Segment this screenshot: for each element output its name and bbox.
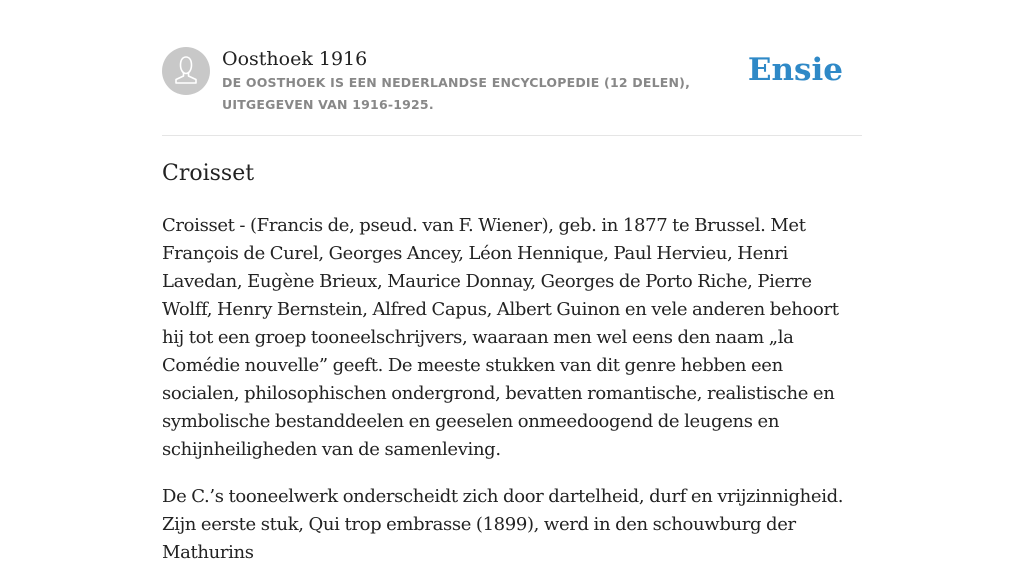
user-silhouette-icon xyxy=(162,47,210,95)
header-divider xyxy=(162,135,862,136)
source-header xyxy=(162,47,862,117)
article-title: Croisset xyxy=(162,161,255,186)
article-paragraph: De C.’s tooneelwerk onderscheidt zich door dartelheid, durf en vrijzinnigheid. Zijn eerste stuk, Qui trop embrasse (1899), werd in den schouwburg der Mathurins xyxy=(162,486,844,563)
article-body xyxy=(162,212,864,586)
source-description: DE OOSTHOEK IS EEN NEDERLANDSE ENCYCLOPEDIE (12 DELEN), UITGEGEVEN VAN 1916-1925. xyxy=(222,75,691,112)
avatar[interactable] xyxy=(162,47,210,95)
article-paragraph: Croisset - (Francis de, pseud. van F. Wiener), geb. in 1877 te Brussel. Met François de Curel, Georges Ancey, Léon Hennique, Paul Hervieu, Henri Lavedan, Eugène Brieux, Maurice Donnay, Georges de Porto Riche, Pierre Wolff, Henry Bernstein, Alfred Capus, Albert Guinon en vele anderen behoort hij tot een groep tooneelschrijvers, waaraan men wel eens den naam „la Comédie nouvelle” geeft. De meeste stukken van dit genre hebben een socialen, philosophischen ondergrond, bevatten romantische, realistische en symbolische bestanddeelen en geeselen onmeedoogend de leugens en schijnheiligheden van de samenleving. xyxy=(162,215,839,460)
brand-logo[interactable]: Ensie xyxy=(747,52,843,88)
source-title[interactable]: Oosthoek 1916 xyxy=(222,48,368,70)
